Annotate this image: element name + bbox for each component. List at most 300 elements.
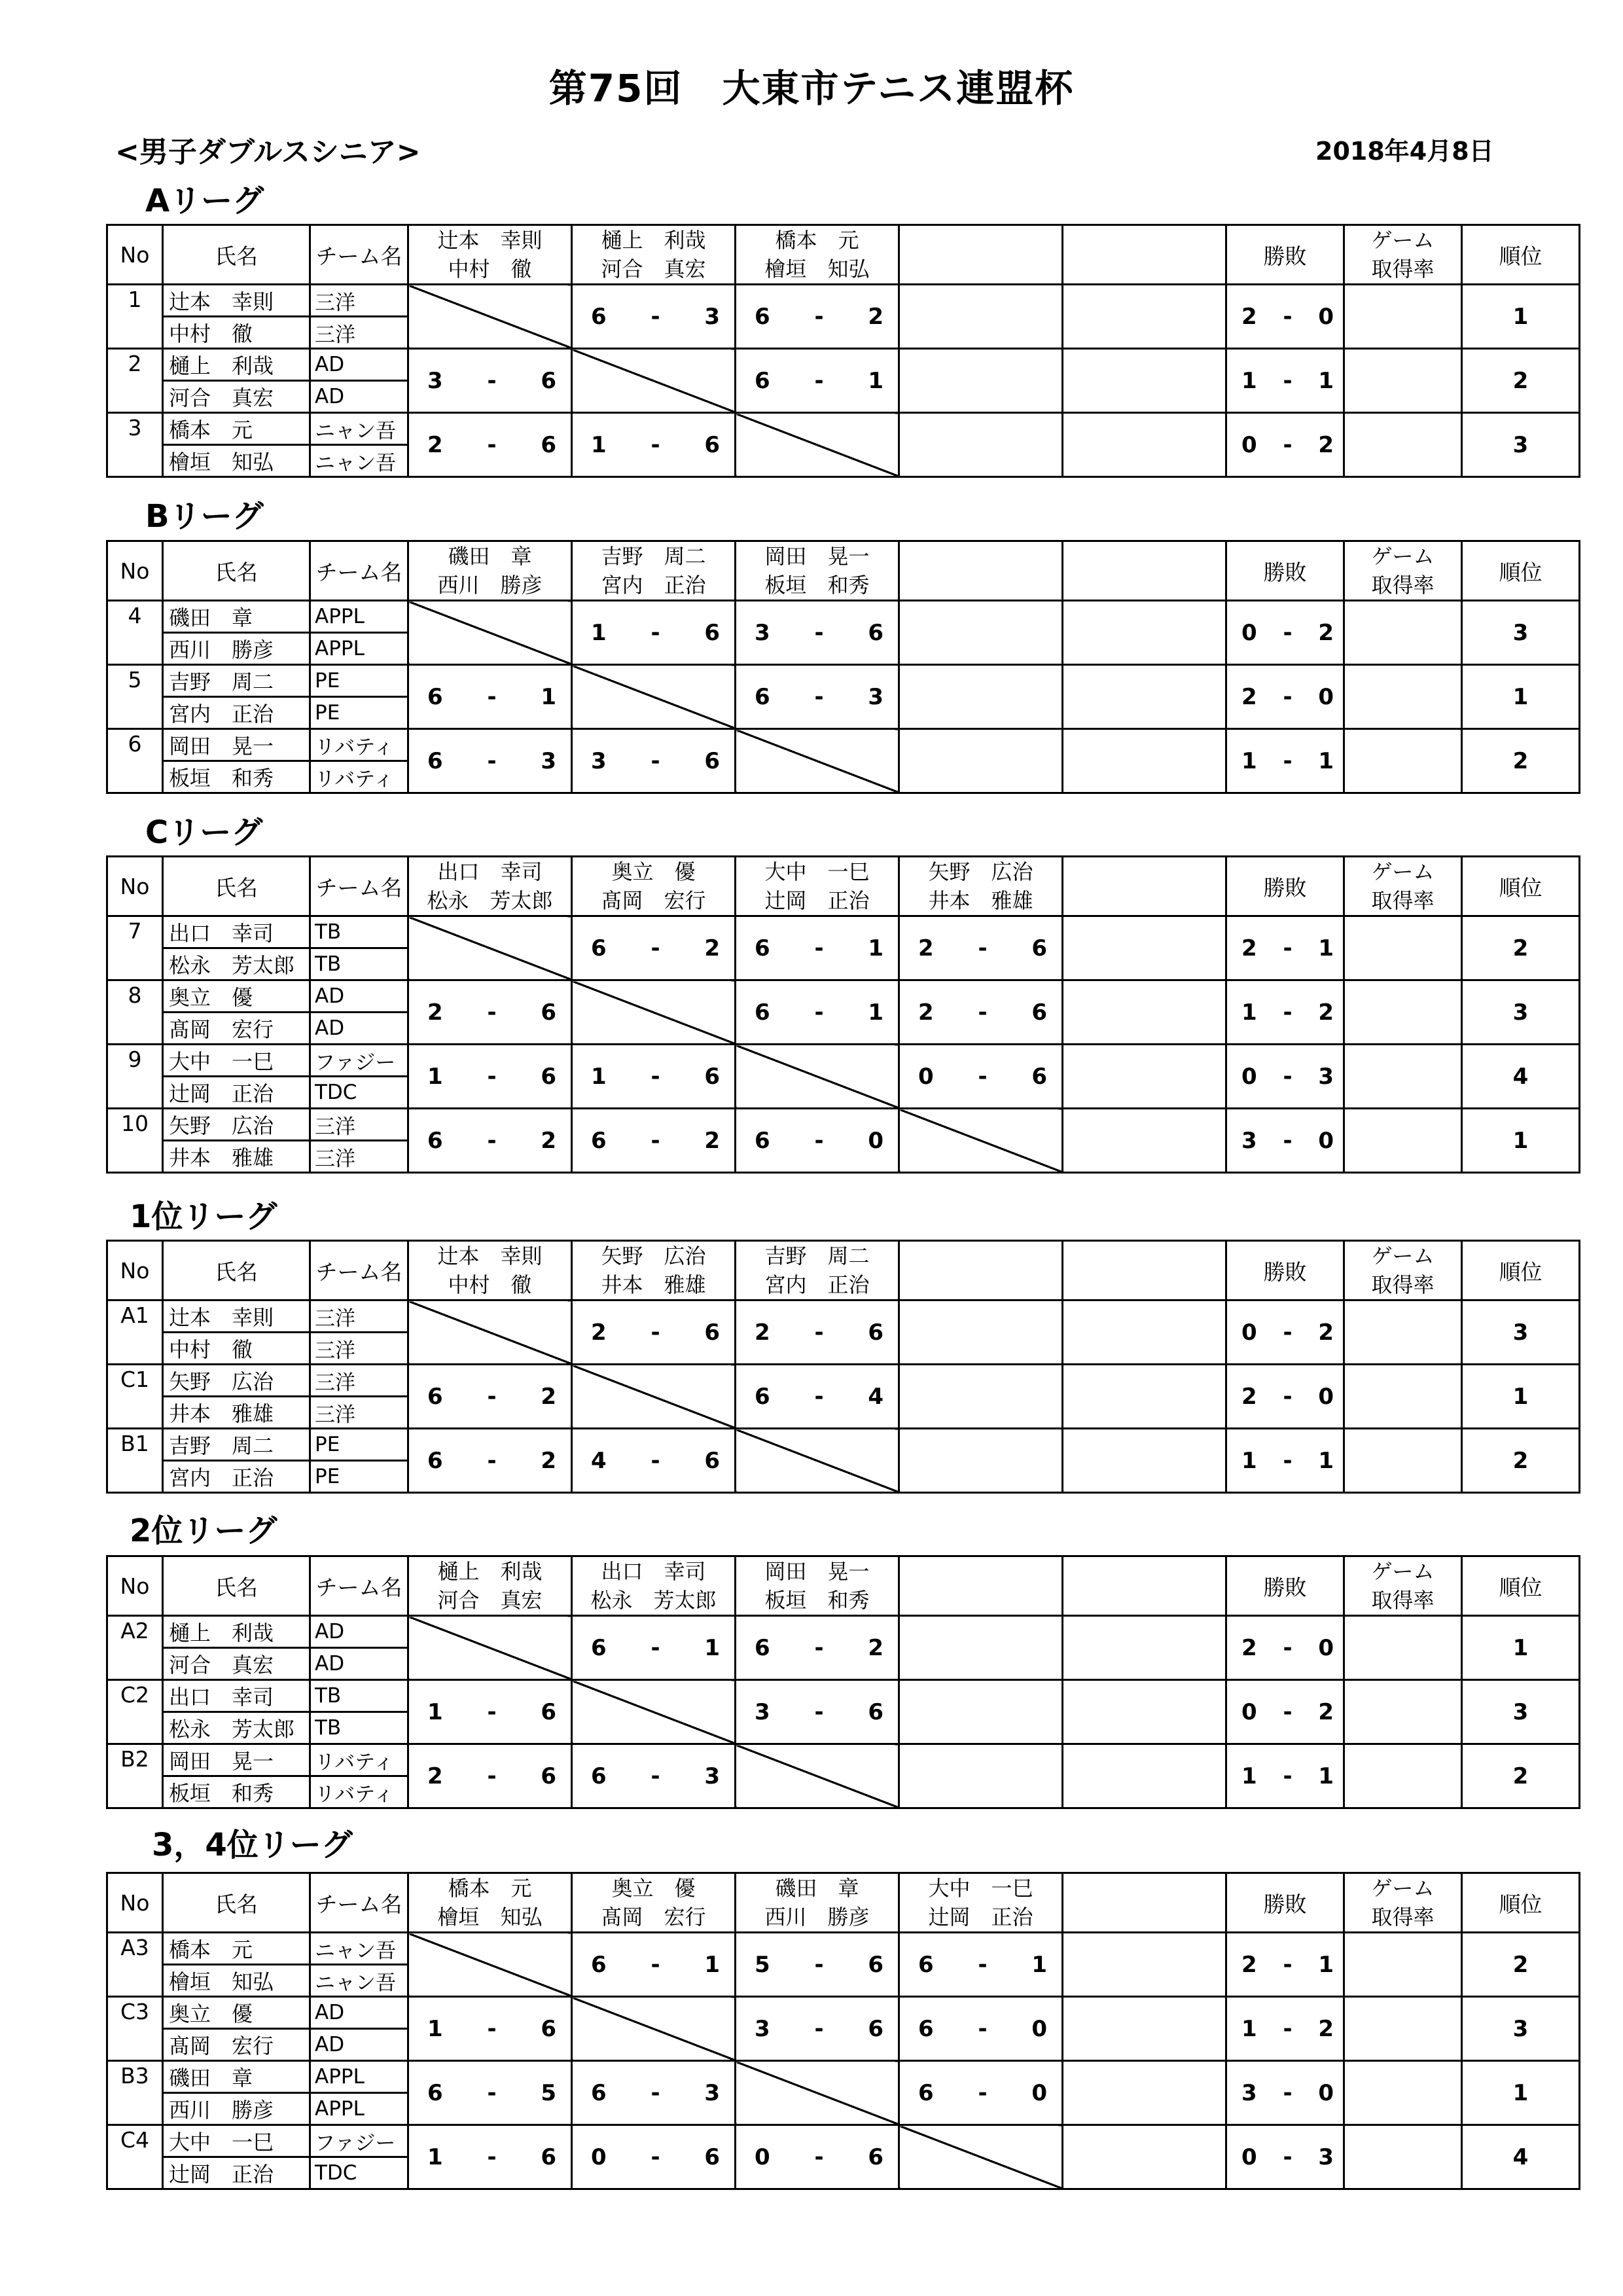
team-name: TB xyxy=(310,948,408,980)
match-score xyxy=(572,1744,736,1808)
score-games-won: 6 xyxy=(591,1763,607,1789)
score-games-won: 6 xyxy=(427,683,443,710)
opponent-player-1: 辻本 幸則 xyxy=(437,228,543,253)
player-name: 辻岡 正治 xyxy=(163,2157,310,2189)
match-score xyxy=(899,1616,1063,1680)
header-opponent-3 xyxy=(736,541,899,601)
score-separator: - xyxy=(814,619,824,646)
team-name: AD xyxy=(310,1013,408,1045)
table-row xyxy=(107,1109,1580,1141)
score-games-won: 6 xyxy=(755,1634,770,1661)
player-name: 松永 芳太郎 xyxy=(163,948,310,980)
match-score xyxy=(572,601,736,665)
header-opponent-1 xyxy=(408,541,572,601)
self-match-cell xyxy=(736,2061,899,2125)
wins: 2 xyxy=(1241,1383,1257,1410)
rank: 2 xyxy=(1462,349,1580,413)
win-loss xyxy=(1226,1365,1344,1429)
score-separator: - xyxy=(978,935,988,961)
win-loss-separator: - xyxy=(1283,1127,1293,1154)
win-loss xyxy=(1226,1109,1344,1173)
score-separator: - xyxy=(487,2015,497,2042)
game-rate-line-1: ゲーム xyxy=(1371,544,1435,569)
score-games-lost: 6 xyxy=(868,1319,883,1346)
match-score xyxy=(736,1300,899,1365)
score-separator: - xyxy=(651,619,660,646)
team-name: ファジー xyxy=(310,2125,408,2157)
match-score xyxy=(572,1616,736,1680)
match-score xyxy=(899,729,1063,793)
entry-number: 2 xyxy=(107,349,163,413)
match-score xyxy=(736,285,899,349)
table-row xyxy=(107,285,1580,317)
score-games-won: 1 xyxy=(427,2144,443,2170)
score-games-won: 3 xyxy=(591,747,607,774)
score-games-won: 0 xyxy=(755,2144,770,2170)
team-name: 三洋 xyxy=(310,317,408,349)
header-rank: 順位 xyxy=(1462,1556,1580,1616)
match-score xyxy=(736,1997,899,2061)
self-match-cell xyxy=(736,1045,899,1109)
table-row xyxy=(107,729,1580,761)
losses: 2 xyxy=(1318,431,1334,458)
player-name: 板垣 和秀 xyxy=(163,1776,310,1808)
score-separator: - xyxy=(487,367,497,394)
game-rate xyxy=(1344,1300,1462,1365)
score-games-lost: 6 xyxy=(541,1698,556,1725)
score-separator: - xyxy=(487,999,497,1026)
game-rate-line-2: 取得率 xyxy=(1371,573,1435,598)
game-rate-line-1: ゲーム xyxy=(1371,1244,1435,1268)
wins: 2 xyxy=(1241,683,1257,710)
win-loss-separator: - xyxy=(1283,1383,1293,1410)
score-separator: - xyxy=(651,1447,660,1474)
win-loss xyxy=(1226,1300,1344,1365)
player-name: 吉野 周二 xyxy=(163,1429,310,1461)
score-games-won: 6 xyxy=(918,2079,934,2106)
score-games-lost: 6 xyxy=(541,1063,556,1090)
opponent-player-1: 磯田 章 xyxy=(775,1876,859,1901)
win-loss-separator: - xyxy=(1283,1951,1293,1978)
score-games-won: 2 xyxy=(427,999,443,1026)
player-name: 大中 一巳 xyxy=(163,1045,310,1077)
self-match-cell xyxy=(408,601,572,665)
league-table xyxy=(106,540,1580,794)
win-loss-separator: - xyxy=(1283,747,1293,774)
opponent-player-1: 大中 一巳 xyxy=(928,1876,1033,1901)
opponent-player-2: 井本 雅雄 xyxy=(928,888,1033,913)
game-rate xyxy=(1344,1680,1462,1744)
opponent-player-1: 矢野 広治 xyxy=(928,859,1033,884)
score-separator: - xyxy=(814,1319,824,1346)
header-row xyxy=(107,1556,1580,1616)
team-name: リバティ xyxy=(310,1744,408,1776)
losses: 0 xyxy=(1318,2079,1334,2106)
score-games-won: 2 xyxy=(755,1319,770,1346)
win-loss-separator: - xyxy=(1283,2079,1293,2106)
self-match-cell xyxy=(736,729,899,793)
opponent-player-1: 奥立 優 xyxy=(611,1876,696,1901)
entry-number: 3 xyxy=(107,413,163,477)
player-name: 樋上 利哉 xyxy=(163,349,310,381)
self-match-cell xyxy=(736,413,899,477)
win-loss xyxy=(1226,1616,1344,1680)
score-separator: - xyxy=(814,1698,824,1725)
score-games-lost: 6 xyxy=(704,431,720,458)
match-score xyxy=(736,916,899,980)
match-score xyxy=(899,1744,1063,1808)
wins: 2 xyxy=(1241,1951,1257,1978)
wins: 0 xyxy=(1241,1698,1257,1725)
match-score xyxy=(899,1997,1063,2061)
opponent-player-1: 大中 一巳 xyxy=(764,859,870,884)
player-name: 中村 徹 xyxy=(163,1333,310,1365)
opponent-player-2: 河合 真宏 xyxy=(437,1588,543,1613)
header-row xyxy=(107,1873,1580,1933)
win-loss xyxy=(1226,1933,1344,1997)
team-name: TDC xyxy=(310,1077,408,1109)
opponent-player-1: 岡田 晃一 xyxy=(764,544,870,569)
league-title: Bリーグ xyxy=(145,498,264,535)
entry-number: 5 xyxy=(107,665,163,729)
score-games-lost: 1 xyxy=(1031,1951,1047,1978)
header-game-rate xyxy=(1344,857,1462,916)
player-name: 出口 幸司 xyxy=(163,1680,310,1712)
score-games-won: 2 xyxy=(427,431,443,458)
league-title: 2位リーグ xyxy=(130,1513,277,1549)
header-winloss: 勝敗 xyxy=(1226,1241,1344,1300)
self-match-cell xyxy=(736,1429,899,1493)
rank: 1 xyxy=(1462,1109,1580,1173)
losses: 2 xyxy=(1318,2015,1334,2042)
header-opponent-4 xyxy=(899,857,1063,916)
losses: 2 xyxy=(1318,1698,1334,1725)
score-games-won: 2 xyxy=(918,999,934,1026)
score-separator: - xyxy=(487,2144,497,2170)
header-opponent-2 xyxy=(572,541,736,601)
match-score xyxy=(408,349,572,413)
opponent-player-2: 河合 真宏 xyxy=(601,257,706,281)
win-loss-separator: - xyxy=(1283,1063,1293,1090)
win-loss-separator: - xyxy=(1283,2144,1293,2170)
entry-number: 8 xyxy=(107,980,163,1045)
team-name: リバティ xyxy=(310,1776,408,1808)
rank: 1 xyxy=(1462,285,1580,349)
player-name: 河合 真宏 xyxy=(163,1648,310,1680)
header-row xyxy=(107,541,1580,601)
table-row xyxy=(107,1045,1580,1077)
opponent-player-2: 松永 芳太郎 xyxy=(427,888,553,913)
match-score xyxy=(736,349,899,413)
score-games-won: 1 xyxy=(591,619,607,646)
team-name: AD xyxy=(310,1997,408,2029)
player-name: 矢野 広治 xyxy=(163,1365,310,1397)
match-score xyxy=(408,980,572,1045)
opponent-player-2: 松永 芳太郎 xyxy=(590,1588,717,1613)
header-winloss: 勝敗 xyxy=(1226,857,1344,916)
opponent-player-1: 岡田 晃一 xyxy=(764,1559,870,1584)
score-games-lost: 6 xyxy=(541,2144,556,2170)
score-games-won: 6 xyxy=(591,303,607,330)
score-games-lost: 0 xyxy=(1031,2015,1047,2042)
header-opponent-5 xyxy=(1063,1241,1226,1300)
player-name: 中村 徹 xyxy=(163,317,310,349)
entry-number: B1 xyxy=(107,1429,163,1493)
game-rate-line-1: ゲーム xyxy=(1371,228,1435,253)
team-name: ファジー xyxy=(310,1045,408,1077)
losses: 3 xyxy=(1318,1063,1334,1090)
player-name: 井本 雅雄 xyxy=(163,1397,310,1429)
score-separator: - xyxy=(651,1319,660,1346)
league-table xyxy=(106,1872,1580,2190)
table-row xyxy=(107,1744,1580,1776)
entry-number: 9 xyxy=(107,1045,163,1109)
opponent-player-2: 中村 徹 xyxy=(448,257,532,281)
header-team: チーム名 xyxy=(310,1873,408,1933)
header-opponent-5 xyxy=(1063,1873,1226,1933)
game-rate xyxy=(1344,601,1462,665)
score-games-lost: 3 xyxy=(541,747,556,774)
wins: 0 xyxy=(1241,1063,1257,1090)
entry-number: A2 xyxy=(107,1616,163,1680)
score-games-lost: 3 xyxy=(868,683,883,710)
score-separator: - xyxy=(978,999,988,1026)
table-row xyxy=(107,1616,1580,1648)
self-match-cell xyxy=(572,665,736,729)
league-table xyxy=(106,855,1580,1174)
entry-number: A3 xyxy=(107,1933,163,1997)
header-team: チーム名 xyxy=(310,1241,408,1300)
game-rate-line-1: ゲーム xyxy=(1371,859,1435,884)
match-score xyxy=(572,1933,736,1997)
player-name: 樋上 利哉 xyxy=(163,1616,310,1648)
score-games-won: 1 xyxy=(591,1063,607,1090)
score-games-lost: 1 xyxy=(868,999,883,1026)
table-row xyxy=(107,349,1580,381)
game-rate xyxy=(1344,349,1462,413)
score-separator: - xyxy=(814,1383,824,1410)
match-score xyxy=(736,1933,899,1997)
score-games-lost: 0 xyxy=(868,1127,883,1154)
match-score xyxy=(408,413,572,477)
losses: 2 xyxy=(1318,619,1334,646)
team-name: AD xyxy=(310,2029,408,2061)
header-opponent-5 xyxy=(1063,1556,1226,1616)
score-games-won: 3 xyxy=(755,1698,770,1725)
win-loss xyxy=(1226,285,1344,349)
team-name: 三洋 xyxy=(310,1333,408,1365)
score-games-lost: 2 xyxy=(704,1127,720,1154)
win-loss-separator: - xyxy=(1283,1319,1293,1346)
player-name: 磯田 章 xyxy=(163,2061,310,2093)
score-games-won: 6 xyxy=(591,1634,607,1661)
game-rate xyxy=(1344,1429,1462,1493)
score-games-lost: 6 xyxy=(541,367,556,394)
score-separator: - xyxy=(487,747,497,774)
game-rate xyxy=(1344,2125,1462,2189)
rank: 2 xyxy=(1462,1429,1580,1493)
team-name: APPL xyxy=(310,633,408,665)
game-rate-line-1: ゲーム xyxy=(1371,1559,1435,1584)
score-games-won: 6 xyxy=(427,1447,443,1474)
score-games-won: 6 xyxy=(427,1383,443,1410)
header-winloss: 勝敗 xyxy=(1226,1873,1344,1933)
entry-number: C3 xyxy=(107,1997,163,2061)
self-match-cell xyxy=(408,1933,572,1997)
win-loss xyxy=(1226,665,1344,729)
score-separator: - xyxy=(651,1634,660,1661)
header-opponent-1 xyxy=(408,225,572,285)
header-no: No xyxy=(107,857,163,916)
self-match-cell xyxy=(408,1300,572,1365)
self-match-cell xyxy=(408,285,572,349)
opponent-player-2: 西川 勝彦 xyxy=(437,573,543,598)
opponent-player-1: 出口 幸司 xyxy=(437,859,543,884)
match-score xyxy=(1063,285,1226,349)
score-games-lost: 6 xyxy=(868,2144,883,2170)
game-rate xyxy=(1344,729,1462,793)
entry-number: 10 xyxy=(107,1109,163,1173)
score-games-lost: 3 xyxy=(704,1763,720,1789)
score-games-lost: 6 xyxy=(704,2144,720,2170)
header-no: No xyxy=(107,225,163,285)
score-games-lost: 6 xyxy=(1031,999,1047,1026)
score-games-won: 3 xyxy=(427,367,443,394)
match-score xyxy=(1063,1933,1226,1997)
table-row xyxy=(107,665,1580,697)
player-name: 出口 幸司 xyxy=(163,916,310,948)
score-games-won: 0 xyxy=(591,2144,607,2170)
opponent-player-2: 板垣 和秀 xyxy=(764,573,870,598)
score-games-lost: 6 xyxy=(704,1319,720,1346)
header-opponent-1 xyxy=(408,1556,572,1616)
header-opponent-1 xyxy=(408,1241,572,1300)
header-opponent-2 xyxy=(572,857,736,916)
header-opponent-2 xyxy=(572,1556,736,1616)
team-name: リバティ xyxy=(310,761,408,793)
self-match-cell xyxy=(572,980,736,1045)
rank: 4 xyxy=(1462,2125,1580,2189)
score-games-won: 2 xyxy=(918,935,934,961)
win-loss xyxy=(1226,1429,1344,1493)
wins: 3 xyxy=(1241,2079,1257,2106)
wins: 1 xyxy=(1241,1763,1257,1789)
score-games-won: 6 xyxy=(755,999,770,1026)
team-name: リバティ xyxy=(310,729,408,761)
opponent-player-1: 吉野 周二 xyxy=(764,1244,870,1268)
opponent-player-1: 磯田 章 xyxy=(448,544,532,569)
self-match-cell xyxy=(736,1744,899,1808)
win-loss xyxy=(1226,2061,1344,2125)
header-opponent-2 xyxy=(572,1873,736,1933)
game-rate xyxy=(1344,1109,1462,1173)
match-score xyxy=(408,2125,572,2189)
score-games-won: 6 xyxy=(755,1383,770,1410)
team-name: AD xyxy=(310,1648,408,1680)
match-score xyxy=(899,349,1063,413)
match-score xyxy=(1063,1429,1226,1493)
match-score xyxy=(1063,1045,1226,1109)
match-score xyxy=(408,1109,572,1173)
score-separator: - xyxy=(814,999,824,1026)
player-name: 岡田 晃一 xyxy=(163,1744,310,1776)
self-match-cell xyxy=(572,1997,736,2061)
opponent-player-1: 橋本 元 xyxy=(448,1876,532,1901)
match-score xyxy=(1063,665,1226,729)
score-games-lost: 6 xyxy=(704,1447,720,1474)
match-score xyxy=(1063,349,1226,413)
score-games-lost: 1 xyxy=(868,367,883,394)
opponent-player-2: 髙岡 宏行 xyxy=(601,1905,706,1929)
score-games-won: 6 xyxy=(427,2079,443,2106)
match-score xyxy=(408,2061,572,2125)
score-games-won: 2 xyxy=(427,1763,443,1789)
score-games-lost: 1 xyxy=(868,935,883,961)
opponent-player-1: 矢野 広治 xyxy=(601,1244,706,1268)
game-rate-line-1: ゲーム xyxy=(1371,1876,1435,1901)
game-rate-line-2: 取得率 xyxy=(1371,1905,1435,1929)
entry-number: B3 xyxy=(107,2061,163,2125)
team-name: PE xyxy=(310,697,408,729)
match-score xyxy=(1063,601,1226,665)
team-name: ニャン吾 xyxy=(310,1965,408,1997)
team-name: PE xyxy=(310,665,408,697)
header-opponent-4 xyxy=(899,1873,1063,1933)
match-score xyxy=(572,413,736,477)
match-score xyxy=(572,1300,736,1365)
header-winloss: 勝敗 xyxy=(1226,225,1344,285)
match-score xyxy=(1063,413,1226,477)
match-score xyxy=(408,1744,572,1808)
header-row xyxy=(107,225,1580,285)
losses: 0 xyxy=(1318,1127,1334,1154)
table-row xyxy=(107,1429,1580,1461)
rank: 2 xyxy=(1462,916,1580,980)
score-games-won: 5 xyxy=(755,1951,770,1978)
wins: 0 xyxy=(1241,619,1257,646)
player-name: 辻本 幸則 xyxy=(163,285,310,317)
losses: 3 xyxy=(1318,2144,1334,2170)
score-separator: - xyxy=(978,1063,988,1090)
match-score xyxy=(899,916,1063,980)
table-row xyxy=(107,2125,1580,2157)
score-games-won: 3 xyxy=(755,619,770,646)
score-games-lost: 2 xyxy=(541,1127,556,1154)
match-score xyxy=(1063,1680,1226,1744)
match-score xyxy=(572,1429,736,1493)
score-separator: - xyxy=(814,1127,824,1154)
self-match-cell xyxy=(572,1680,736,1744)
header-no: No xyxy=(107,1241,163,1300)
win-loss-separator: - xyxy=(1283,935,1293,961)
score-games-lost: 1 xyxy=(704,1634,720,1661)
header-name: 氏名 xyxy=(163,1873,310,1933)
header-opponent-3 xyxy=(736,1556,899,1616)
rank: 3 xyxy=(1462,413,1580,477)
win-loss-separator: - xyxy=(1283,303,1293,330)
score-games-lost: 6 xyxy=(541,1763,556,1789)
losses: 0 xyxy=(1318,1634,1334,1661)
score-games-lost: 2 xyxy=(868,303,883,330)
rank: 3 xyxy=(1462,980,1580,1045)
match-score xyxy=(572,2125,736,2189)
team-name: 三洋 xyxy=(310,1365,408,1397)
match-score xyxy=(408,665,572,729)
score-separator: - xyxy=(651,2144,660,2170)
score-games-won: 1 xyxy=(427,1063,443,1090)
losses: 1 xyxy=(1318,1447,1334,1474)
game-rate xyxy=(1344,285,1462,349)
